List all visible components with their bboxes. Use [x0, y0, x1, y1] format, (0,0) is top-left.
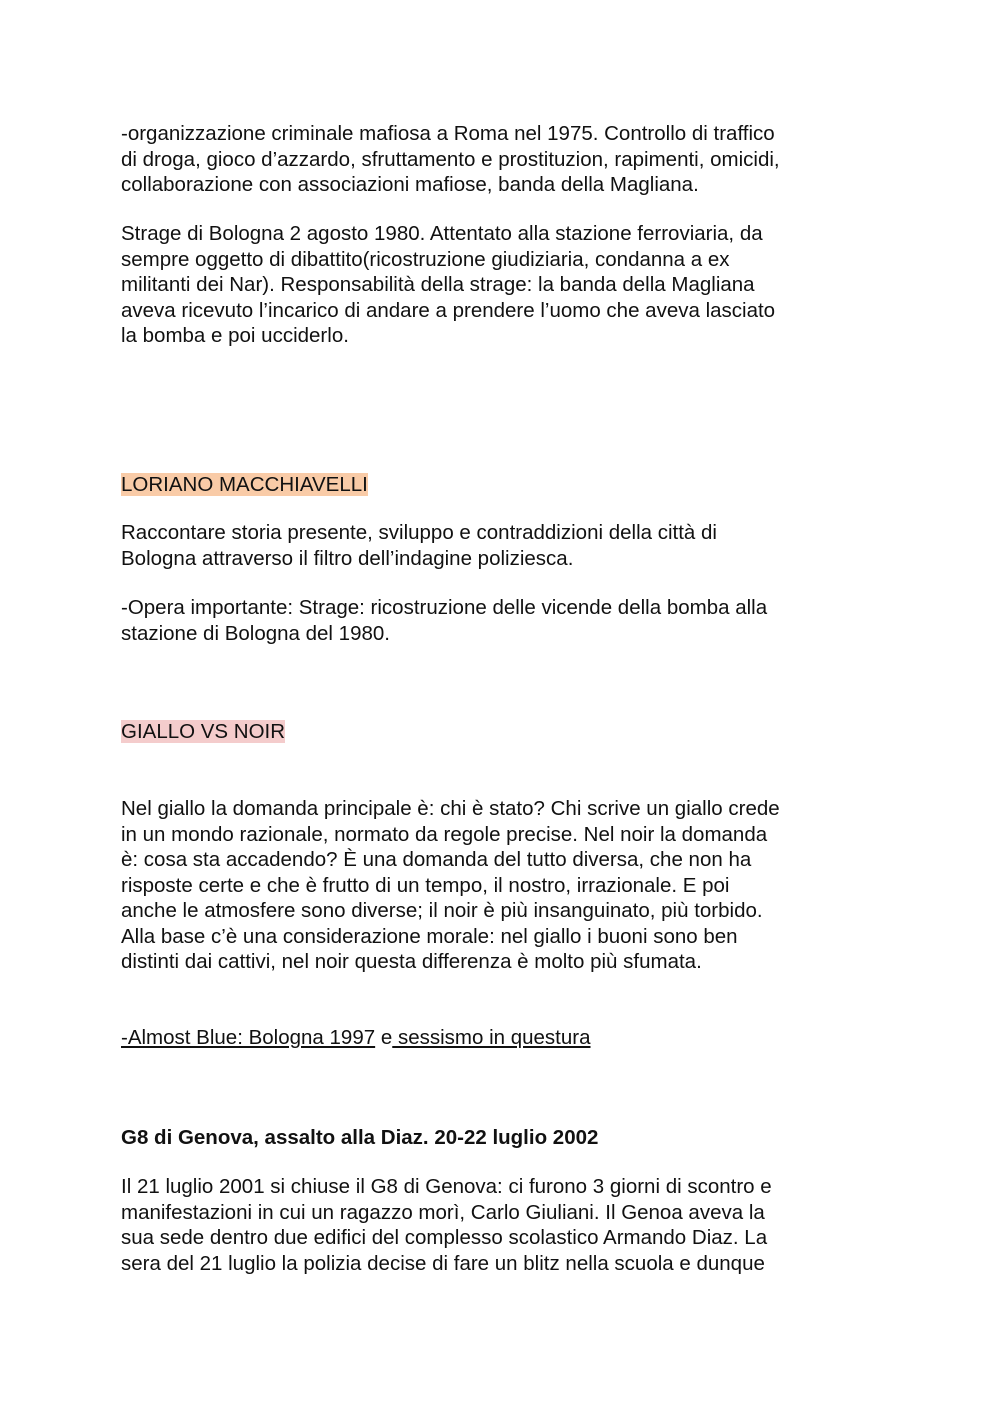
text-line: sera del 21 luglio la polizia decise di fare un blitz nella scuola e dunque [121, 1251, 765, 1275]
text-line: -Opera importante: Strage: ricostruzione delle vicende della bomba alla [121, 596, 768, 619]
text-line: di droga, gioco d’azzardo, sfruttamento e prostituzion, rapimenti, omicidi, [121, 147, 780, 171]
text-line: sua sede dentro due edifici del complesso scolastico Armando Diaz. La [121, 1226, 768, 1249]
text-line: manifestazioni in cui un ragazzo morì, Carlo Giuliani. Il Genoa aveva la [121, 1200, 765, 1224]
paragraph-opera-importante [121, 595, 901, 646]
text-line: stazione di Bologna del 1980. [121, 621, 390, 645]
text-line: risposte certe e che è frutto di un tempo, il nostro, irrazionale. E poi [121, 873, 730, 897]
text-line: militanti dei Nar). Responsabilità della strage: la banda della Magliana [121, 273, 755, 296]
almost-blue-link[interactable]: -Almost Blue: Bologna 1997 [121, 1026, 376, 1049]
sessismo-questura-link[interactable]: sessismo in questura [392, 1026, 591, 1049]
paragraph-strage-bologna [121, 221, 901, 349]
text-line: sempre oggetto di dibattito(ricostruzione giudiziaria, condanna a ex [121, 247, 730, 271]
heading-g8-genova: G8 di Genova, assalto alla Diaz. 20-22 luglio 2002 [121, 1126, 599, 1149]
text-line: Strage di Bologna 2 agosto 1980. Attentato alla stazione ferroviaria, da [121, 222, 763, 245]
text-line: Bologna attraverso il filtro dell’indagine poliziesca. [121, 546, 574, 570]
paragraph-raccontare-storia [121, 520, 901, 571]
text-line: Nel giallo la domanda principale è: chi è stato? Chi scrive un giallo crede [121, 797, 780, 820]
paragraph-g8-genova [121, 1174, 901, 1276]
paragraph-magliana-organization [121, 121, 901, 198]
heading-giallo-vs-noir [121, 719, 285, 744]
text-line: collaborazione con associazioni mafiose, banda della Magliana. [121, 173, 699, 196]
highlighted-heading-text: LORIANO MACCHIAVELLI [121, 473, 368, 496]
text-line: aveva ricevuto l’incarico di andare a prendere l’uomo che aveva lasciato [121, 298, 776, 322]
text-line: anche le atmosfere sono diverse; il noir è più insanguinato, più torbido. [121, 899, 763, 922]
text-line: Alla base c’è una considerazione morale: nel giallo i buoni sono ben [121, 924, 738, 948]
text-line: Raccontare storia presente, sviluppo e contraddizioni della città di [121, 521, 717, 544]
paragraph-giallo-noir-comparison [121, 796, 901, 975]
conjunction-text: e [375, 1026, 393, 1049]
almost-blue-line [121, 1025, 591, 1050]
heading-loriano-macchiavelli [121, 472, 368, 497]
text-line: -organizzazione criminale mafiosa a Roma nel 1975. Controllo di traffico [121, 122, 775, 145]
text-line: distinti dai cattivi, nel noir questa differenza è molto più sfumata. [121, 950, 702, 973]
text-line: in un mondo razionale, normato da regole precise. Nel noir la domanda [121, 822, 768, 846]
text-line: la bomba e poi ucciderlo. [121, 324, 349, 347]
highlighted-heading-text: GIALLO VS NOIR [121, 720, 286, 743]
text-line: è: cosa sta accadendo? È una domanda del tutto diversa, che non ha [121, 848, 752, 871]
text-line: Il 21 luglio 2001 si chiuse il G8 di Genova: ci furono 3 giorni di scontro e [121, 1175, 772, 1198]
